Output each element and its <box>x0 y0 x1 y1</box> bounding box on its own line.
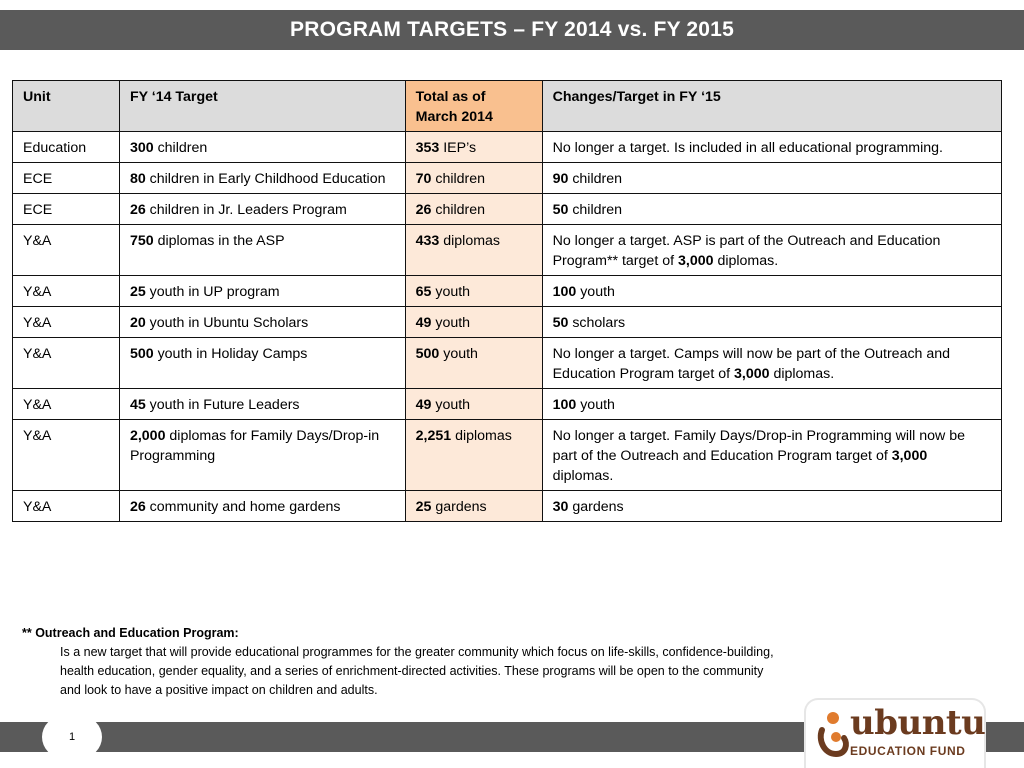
changes-number: 3,000 <box>891 448 928 464</box>
total-text: youth <box>431 284 471 300</box>
changes-number: 100 <box>552 397 577 413</box>
fy14-text: diplomas for Family Days/Drop-in Programming <box>129 428 380 464</box>
changes-number: 90 <box>552 171 569 187</box>
footnote-title: ** Outreach and Education Program: <box>22 626 239 640</box>
changes-number: 3,000 <box>733 366 770 382</box>
changes-text-post: diplomas. <box>552 468 614 484</box>
cell-changes-fy15 <box>542 225 1001 276</box>
cell-total-march-2014 <box>405 132 542 163</box>
total-number: 500 <box>415 346 440 362</box>
fy14-text: youth in Holiday Camps <box>153 346 308 362</box>
header-total-label: Total as of March 2014 <box>415 89 493 125</box>
header-total-march-2014 <box>405 81 542 132</box>
changes-number: 3,000 <box>677 253 714 269</box>
total-number: 70 <box>415 171 432 187</box>
cell-total-march-2014 <box>405 338 542 389</box>
cell-fy14-target <box>119 307 405 338</box>
cell-total-march-2014 <box>405 194 542 225</box>
header-unit: Unit <box>13 81 120 132</box>
page-title: PROGRAM TARGETS – FY 2014 vs. FY 2015 <box>290 18 734 41</box>
cell-fy14-target <box>119 132 405 163</box>
fy14-text: diplomas in the ASP <box>153 233 285 249</box>
total-text: children <box>431 202 486 218</box>
changes-number: 50 <box>552 315 569 331</box>
changes-text-post: scholars <box>568 315 626 331</box>
logo-subtitle: EDUCATION FUND <box>850 744 966 758</box>
changes-text-post: No longer a target. Is included in all educational programming. <box>552 140 943 156</box>
cell-total-march-2014 <box>405 307 542 338</box>
total-text: diplomas <box>439 233 501 249</box>
page-number-badge <box>42 716 102 758</box>
fy14-text: youth in UP program <box>145 284 280 300</box>
table-body <box>13 132 1002 522</box>
total-number: 433 <box>415 233 440 249</box>
fy14-number: 26 <box>129 202 146 218</box>
cell-total-march-2014 <box>405 276 542 307</box>
total-text: IEP’s <box>439 140 477 156</box>
cell-fy14-target <box>119 389 405 420</box>
fy14-number: 25 <box>129 284 146 300</box>
cell-unit: ECE <box>13 194 120 225</box>
total-number: 26 <box>415 202 432 218</box>
cell-unit: Y&A <box>13 389 120 420</box>
changes-text-post: youth <box>576 397 615 413</box>
fy14-number: 750 <box>129 233 154 249</box>
cell-unit: Y&A <box>13 420 120 491</box>
changes-text-pre: No longer a target. Family Days/Drop-in Programming will now be part of the Outreach and Education Program target of <box>552 428 965 464</box>
cell-fy14-target <box>119 194 405 225</box>
table-row <box>13 307 1002 338</box>
ubuntu-figure-icon <box>816 710 850 758</box>
total-number: 353 <box>415 140 440 156</box>
fy14-number: 45 <box>129 397 146 413</box>
changes-number: 50 <box>552 202 569 218</box>
cell-total-march-2014 <box>405 491 542 522</box>
cell-changes-fy15 <box>542 163 1001 194</box>
cell-fy14-target <box>119 491 405 522</box>
table-row <box>13 276 1002 307</box>
cell-changes-fy15 <box>542 194 1001 225</box>
total-text: gardens <box>431 499 487 515</box>
cell-total-march-2014 <box>405 225 542 276</box>
cell-fy14-target <box>119 276 405 307</box>
table-row <box>13 132 1002 163</box>
cell-fy14-target <box>119 225 405 276</box>
cell-unit: Y&A <box>13 276 120 307</box>
page-number: 1 <box>68 731 76 743</box>
cell-changes-fy15 <box>542 338 1001 389</box>
title-bar <box>0 10 1024 50</box>
fy14-number: 2,000 <box>129 428 166 444</box>
changes-text-pre: No longer a target. Camps will now be part of the Outreach and Education Program target of <box>552 346 951 382</box>
targets-table <box>12 80 1002 522</box>
total-text: youth <box>431 397 471 413</box>
header-changes-fy15: Changes/Target in FY ‘15 <box>542 81 1001 132</box>
changes-text-post: youth <box>576 284 615 300</box>
changes-text-pre: No longer a target. ASP is part of the Outreach and Education Program** target of <box>552 233 941 269</box>
cell-total-march-2014 <box>405 163 542 194</box>
cell-unit: ECE <box>13 163 120 194</box>
logo-word: ubuntu <box>850 703 986 743</box>
cell-fy14-target <box>119 163 405 194</box>
cell-unit: Y&A <box>13 491 120 522</box>
fy14-text: children in Jr. Leaders Program <box>145 202 347 218</box>
total-number: 49 <box>415 315 432 331</box>
total-number: 49 <box>415 397 432 413</box>
cell-total-march-2014 <box>405 420 542 491</box>
header-fy14-target: FY ‘14 Target <box>119 81 405 132</box>
fy14-text: youth in Ubuntu Scholars <box>145 315 309 331</box>
cell-unit: Y&A <box>13 307 120 338</box>
table-header-row <box>13 81 1002 132</box>
table-row <box>13 225 1002 276</box>
changes-text-post: children <box>568 202 623 218</box>
total-text: diplomas <box>451 428 512 444</box>
cell-fy14-target <box>119 420 405 491</box>
fy14-text: children <box>153 140 208 156</box>
cell-changes-fy15 <box>542 389 1001 420</box>
fy14-text: children in Early Childhood Education <box>145 171 386 187</box>
changes-text-post: diplomas. <box>713 253 779 269</box>
table-row <box>13 338 1002 389</box>
fy14-number: 300 <box>129 140 154 156</box>
footnote <box>22 624 782 700</box>
cell-unit: Education <box>13 132 120 163</box>
changes-text-post: gardens <box>568 499 624 515</box>
table-row <box>13 491 1002 522</box>
fy14-number: 80 <box>129 171 146 187</box>
total-text: youth <box>431 315 471 331</box>
total-number: 2,251 <box>415 428 452 444</box>
fy14-number: 26 <box>129 499 146 515</box>
cell-total-march-2014 <box>405 389 542 420</box>
changes-text-post: diplomas. <box>769 366 835 382</box>
cell-changes-fy15 <box>542 276 1001 307</box>
cell-changes-fy15 <box>542 420 1001 491</box>
footnote-body: Is a new target that will provide educational programmes for the greater community which focus on life-skills, confidence-building, health education, gender equality, and a series of enrichment-directed activities. These programs will be open to the community and look to have a positive impact on children and adults. <box>60 645 774 697</box>
cell-changes-fy15 <box>542 132 1001 163</box>
cell-fy14-target <box>119 338 405 389</box>
total-number: 25 <box>415 499 432 515</box>
fy14-text: youth in Future Leaders <box>145 397 300 413</box>
changes-number: 100 <box>552 284 577 300</box>
total-text: children <box>431 171 486 187</box>
fy14-number: 500 <box>129 346 154 362</box>
table-row <box>13 420 1002 491</box>
cell-changes-fy15 <box>542 491 1001 522</box>
changes-text-post: children <box>568 171 623 187</box>
cell-unit: Y&A <box>13 225 120 276</box>
fy14-text: community and home gardens <box>145 499 341 515</box>
table-row <box>13 389 1002 420</box>
table-row <box>13 163 1002 194</box>
changes-number: 30 <box>552 499 569 515</box>
fy14-number: 20 <box>129 315 146 331</box>
cell-unit: Y&A <box>13 338 120 389</box>
cell-changes-fy15 <box>542 307 1001 338</box>
table-row <box>13 194 1002 225</box>
ubuntu-logo <box>804 698 986 768</box>
total-number: 65 <box>415 284 432 300</box>
total-text: youth <box>439 346 478 362</box>
